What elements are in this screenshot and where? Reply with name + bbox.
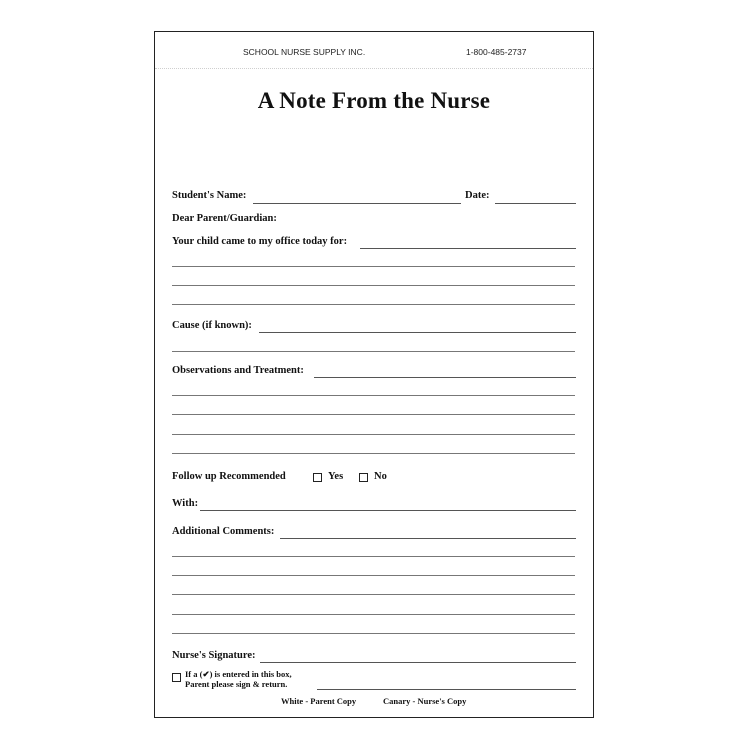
- reason-field[interactable]: [360, 248, 576, 249]
- observations-line[interactable]: [172, 434, 575, 435]
- company-name: SCHOOL NURSE SUPPLY INC.: [243, 47, 366, 57]
- date-field[interactable]: [495, 203, 576, 204]
- cause-line[interactable]: [172, 351, 575, 352]
- follow-up-label: Follow up Recommended: [172, 471, 286, 482]
- parent-signature-field[interactable]: [317, 689, 576, 690]
- reason-line[interactable]: [172, 266, 575, 267]
- parent-sign-note-line2: Parent please sign & return.: [185, 679, 288, 689]
- canary-copy-label: Canary - Nurse's Copy: [383, 696, 467, 706]
- no-label: No: [374, 471, 387, 482]
- cause-field[interactable]: [259, 332, 576, 333]
- comments-line[interactable]: [172, 575, 575, 576]
- nurse-signature-field[interactable]: [260, 662, 576, 663]
- yes-label: Yes: [328, 471, 344, 482]
- comments-line[interactable]: [172, 594, 575, 595]
- student-name-field[interactable]: [253, 203, 461, 204]
- form-header: [155, 47, 593, 59]
- parent-sign-checkbox[interactable]: [172, 673, 181, 682]
- salutation: Dear Parent/Guardian:: [172, 213, 277, 224]
- comments-line[interactable]: [172, 556, 575, 557]
- parent-sign-note-line1: If a (✔) is entered in this box,: [185, 669, 292, 679]
- additional-comments-field[interactable]: [280, 538, 576, 539]
- observations-field[interactable]: [314, 377, 576, 378]
- no-checkbox[interactable]: [359, 473, 368, 482]
- observations-line[interactable]: [172, 395, 575, 396]
- observations-line[interactable]: [172, 453, 575, 454]
- cause-label: Cause (if known):: [172, 320, 252, 331]
- white-copy-label: White - Parent Copy: [281, 696, 357, 706]
- perforation-line: [155, 68, 593, 69]
- observations-label: Observations and Treatment:: [172, 365, 304, 376]
- with-field[interactable]: [200, 510, 576, 511]
- nurse-note-form: [154, 31, 594, 718]
- student-name-label: Student's Name:: [172, 190, 247, 201]
- nurse-signature-label: Nurse's Signature:: [172, 650, 256, 661]
- form-title: A Note From the Nurse: [257, 88, 491, 113]
- reason-label: Your child came to my office today for:: [172, 236, 348, 247]
- observations-line[interactable]: [172, 414, 575, 415]
- reason-line[interactable]: [172, 285, 575, 286]
- with-label: With:: [172, 498, 199, 509]
- company-phone: 1-800-485-2737: [466, 47, 527, 57]
- reason-line[interactable]: [172, 304, 575, 305]
- comments-line[interactable]: [172, 614, 575, 615]
- yes-checkbox[interactable]: [313, 473, 322, 482]
- comments-line[interactable]: [172, 633, 575, 634]
- date-label: Date:: [465, 190, 490, 201]
- additional-comments-label: Additional Comments:: [172, 526, 275, 537]
